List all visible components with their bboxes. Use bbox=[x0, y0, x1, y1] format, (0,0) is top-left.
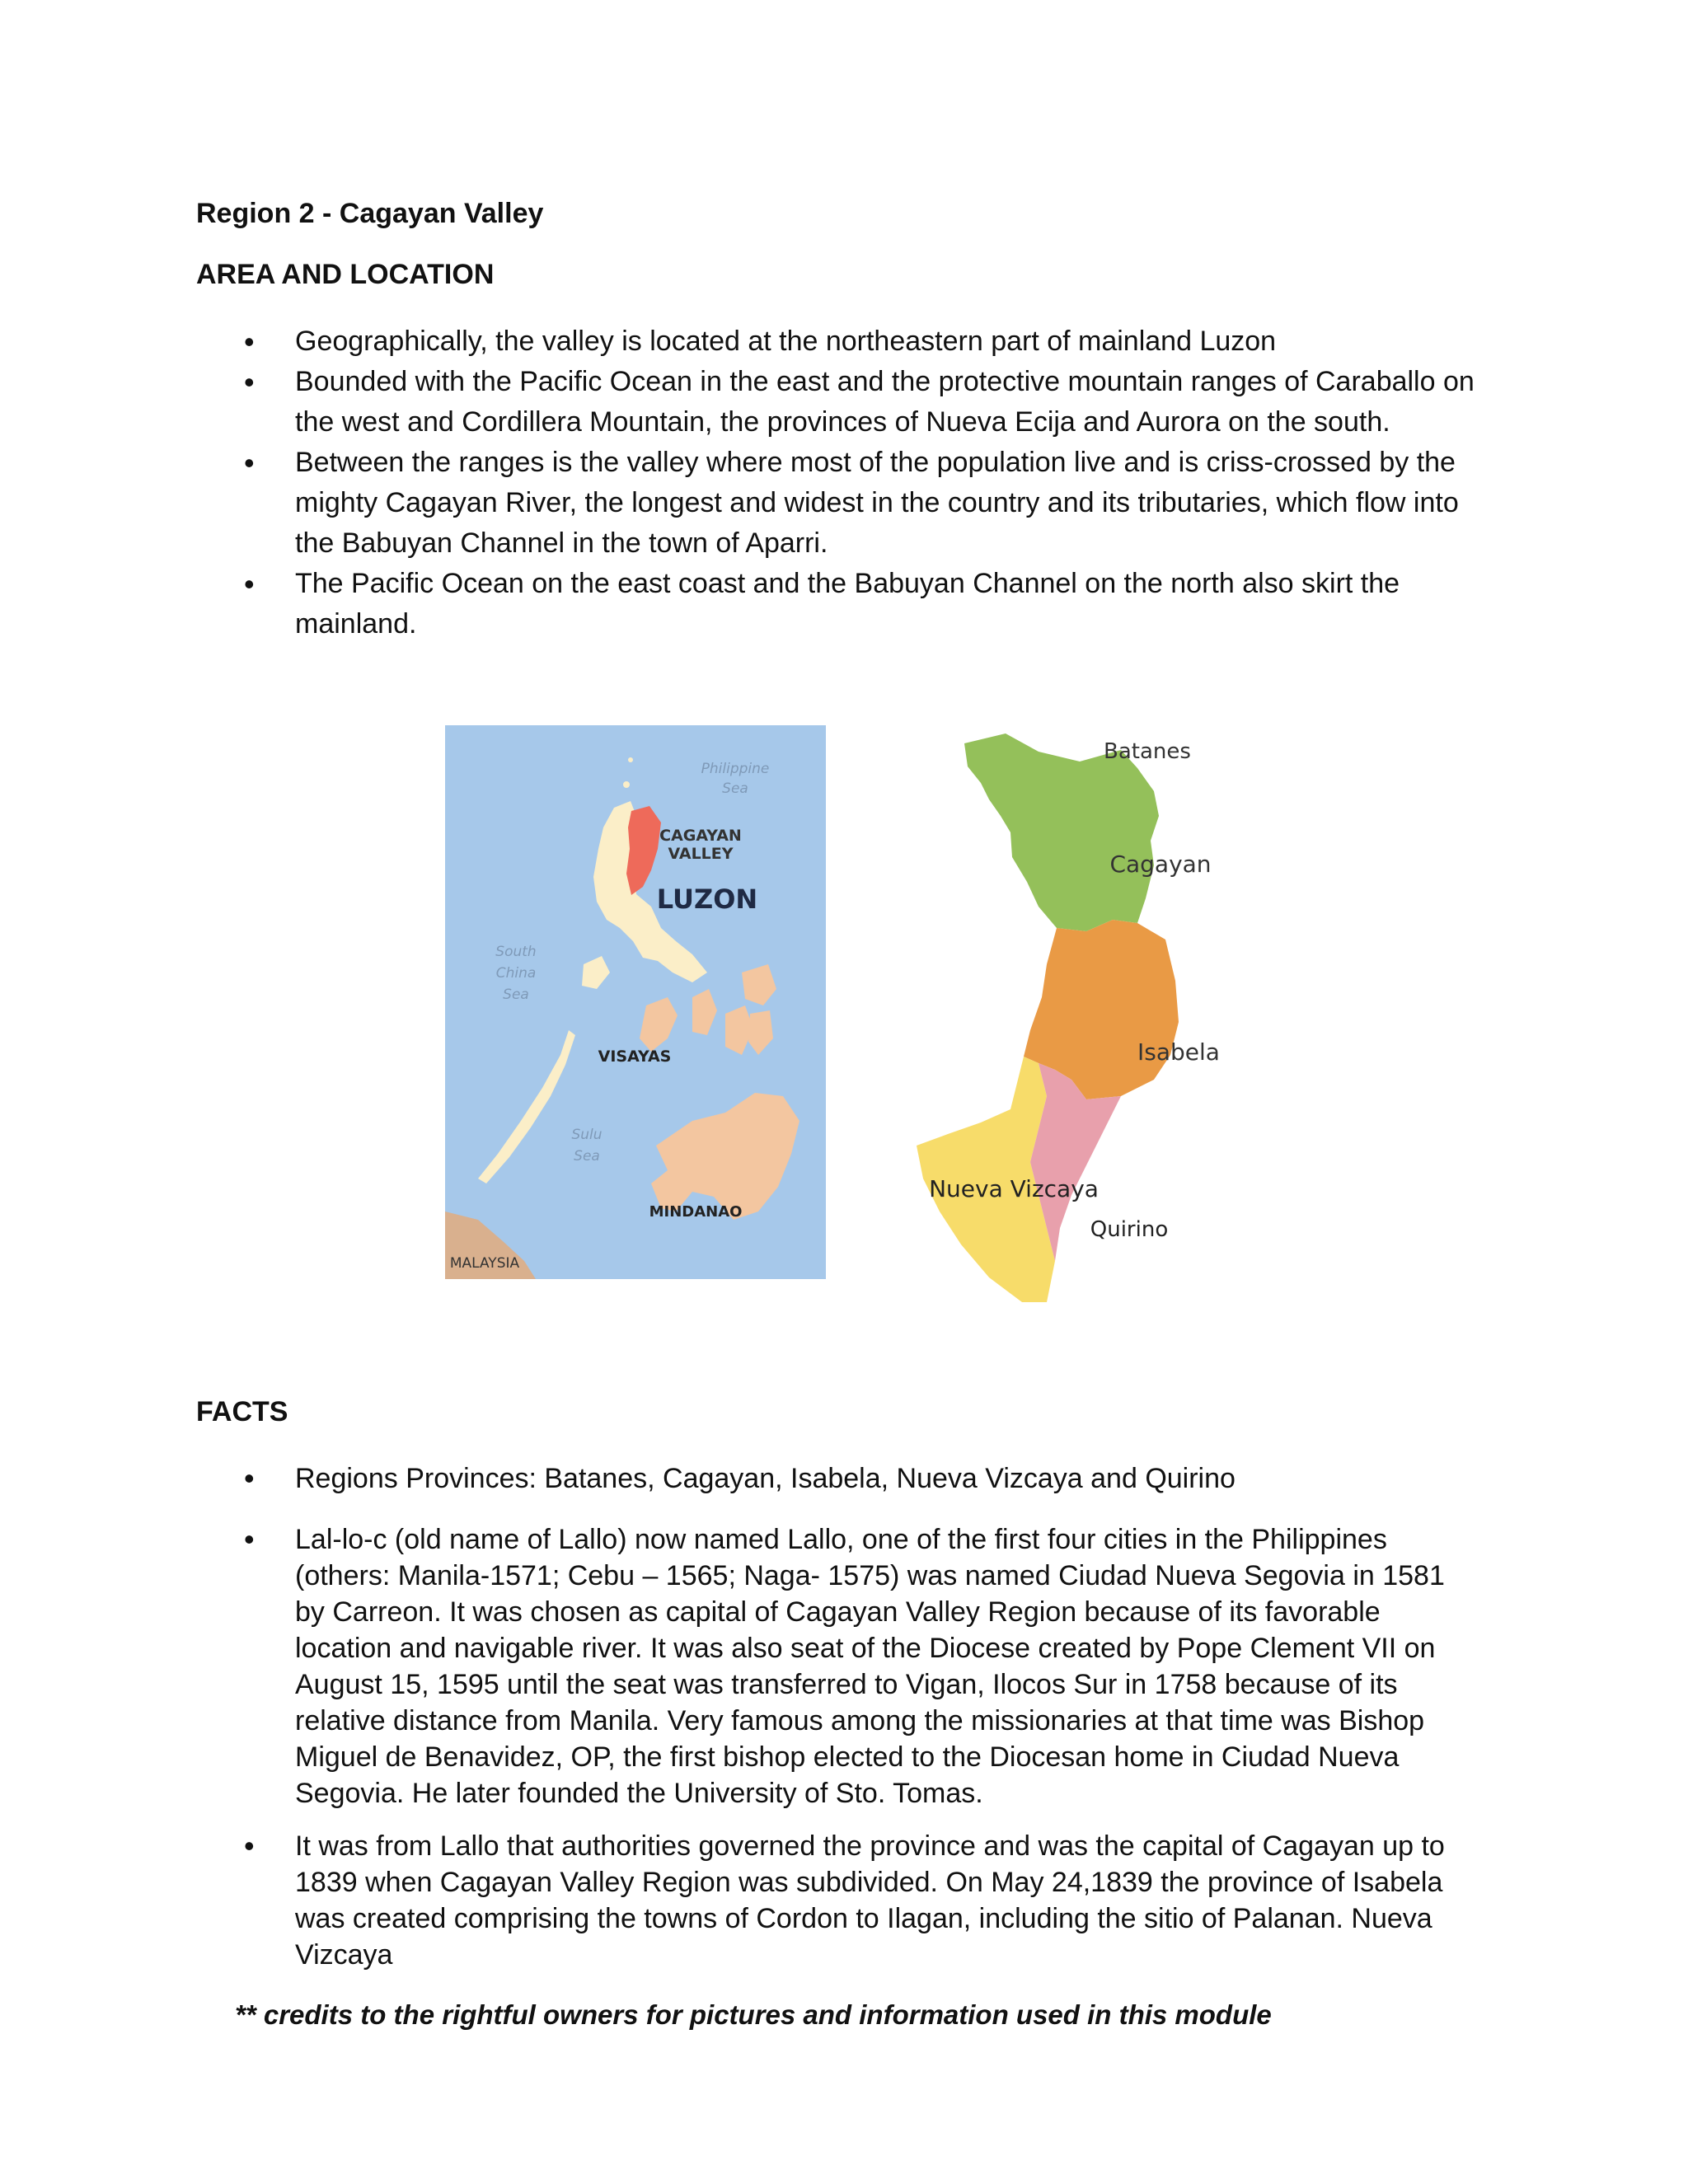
list-item: • Regions Provinces: Batanes, Cagayan, Isabela, Nueva Vizcaya and Quirino bbox=[196, 1460, 1482, 1497]
list-item: • Bounded with the Pacific Ocean in the east and the protective mountain ranges of Caraballo on the west and Cordillera Mountain, the provinces of Nueva Ecija and Aurora on the south. bbox=[196, 362, 1482, 443]
list-item: • Geographically, the valley is located at the northeastern part of mainland Luzon bbox=[196, 321, 1482, 362]
list-item: • Lal-lo-c (old name of Lallo) now named Lallo, one of the first four cities in the Philippines (others: Manila-1571; Cebu – 1565; Naga- 1575) was named Ciudad Nueva Segovia in 1581 by Carreon. It was chosen as capital of Cagayan Valley Region because of its favorable location and navigable river. It was also seat of the Diocese created by Pope Clement VII on August 15, 1595 until the seat was transferred to Vigan, Ilocos Sur in 1758 because of its relative distance from Manila. Very famous among the missionaries at that time was Bishop Miguel de Benavidez, OP, the first bishop elected to the Diocesan home in Ciudad Nueva Segovia. He later founded the University of Sto. Tomas. bbox=[196, 1521, 1482, 1811]
south-china-sea-label: Sea bbox=[503, 987, 529, 1003]
philippine-sea-label: Sea bbox=[722, 780, 748, 797]
batanes-island bbox=[628, 757, 633, 762]
luzon-label: LUZON bbox=[656, 883, 758, 915]
sulu-sea-label: Sulu bbox=[571, 1127, 603, 1143]
isabela-label: Isabela bbox=[1137, 1038, 1220, 1066]
quirino-label: Quirino bbox=[1090, 1217, 1169, 1242]
list-item: • It was from Lallo that authorities governed the province and was the capital of Cagayan up to 1839 when Cagayan Valley Region was subdivided. On May 24,1839 the province of Isabela was created comprising the towns of Cordon to Ilagan, including the sitio of Palanan. Nueva Vizcaya bbox=[196, 1828, 1482, 1973]
cagayan-label: Cagayan bbox=[1109, 851, 1212, 878]
sulu-sea-label: Sea bbox=[574, 1148, 600, 1165]
cagayan-valley-label: CAGAYAN bbox=[659, 827, 742, 845]
south-china-sea-label: South bbox=[495, 944, 537, 960]
credits-note: ** credits to the rightful owners for pictures and information used in this module bbox=[235, 1999, 1272, 2030]
nueva-vizcaya-label: Nueva Vizcaya bbox=[929, 1175, 1099, 1202]
area-location-list bbox=[196, 321, 1482, 644]
malaysia-label: MALAYSIA bbox=[449, 1255, 520, 1272]
cagayan-valley-label: VALLEY bbox=[668, 845, 734, 863]
facts-heading: FACTS bbox=[196, 1396, 288, 1427]
philippine-sea-label: Philippine bbox=[701, 761, 770, 777]
area-location-heading: AREA AND LOCATION bbox=[196, 259, 495, 290]
region-provinces-map bbox=[915, 733, 1302, 1314]
mindanao-label: MINDANAO bbox=[649, 1203, 743, 1221]
batanes-label: Batanes bbox=[1104, 739, 1191, 764]
philippines-map bbox=[445, 725, 826, 1279]
south-china-sea-label: China bbox=[495, 965, 537, 982]
visayas-label: VISAYAS bbox=[598, 1047, 672, 1066]
babuyan-island bbox=[623, 781, 630, 788]
facts-list bbox=[196, 1460, 1482, 1990]
list-item: • Between the ranges is the valley where most of the population live and is criss-crossed by the mighty Cagayan River, the longest and widest in the country and its tributaries, which flow into the Babuyan Channel in the town of Aparri. bbox=[196, 443, 1482, 564]
list-item: • The Pacific Ocean on the east coast and the Babuyan Channel on the north also skirt the mainland. bbox=[196, 564, 1482, 644]
document-title: Region 2 - Cagayan Valley bbox=[196, 198, 544, 229]
